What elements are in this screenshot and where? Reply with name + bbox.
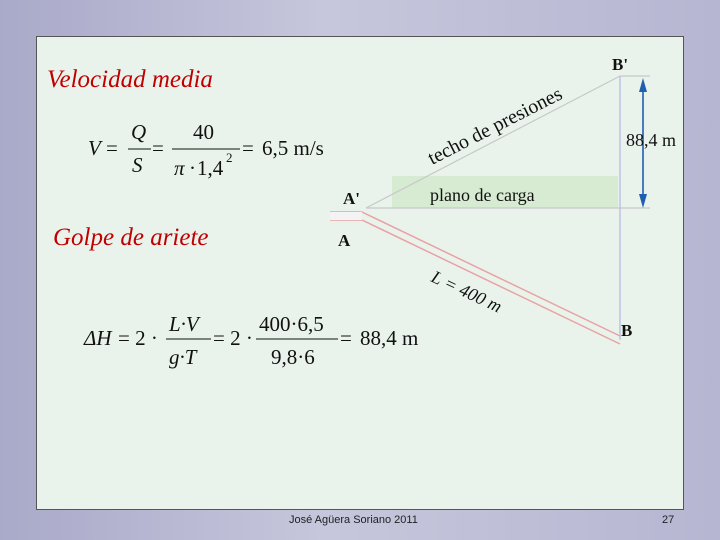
label-a-prime: A' — [343, 189, 360, 208]
fv-S: S — [132, 153, 143, 177]
fv-V: V — [88, 136, 101, 160]
title-golpe-de-ariete: Golpe de ariete — [53, 224, 209, 251]
fg-eq3: = — [340, 326, 352, 350]
fg-eq1: = 2 · — [118, 326, 158, 350]
fg-num1: L·V — [169, 312, 199, 336]
fv-den: 1,4 — [197, 156, 224, 180]
footer-author: José Agüera Soriano 2011 — [289, 514, 418, 526]
label-b-prime: B' — [612, 55, 629, 74]
fv-pi: π — [174, 156, 185, 180]
label-height: 88,4 m — [626, 130, 677, 150]
fv-num: 40 — [193, 120, 214, 144]
fg-dH: ΔH — [84, 326, 112, 350]
fg-eq2: = 2 · — [213, 326, 253, 350]
fv-exp: 2 — [226, 150, 233, 165]
fg-result: 88,4 m — [360, 326, 419, 350]
label-length: L = 400 m — [428, 266, 506, 317]
formula-golpe — [83, 312, 418, 369]
title-velocidad-media: Velocidad media — [47, 66, 213, 93]
pipe — [330, 212, 620, 344]
label-b: B — [621, 321, 633, 340]
fv-eq1: = — [106, 136, 118, 160]
fv-Q: Q — [131, 120, 147, 144]
label-plano-de-carga: plano de carga — [430, 185, 535, 205]
formula-velocidad — [88, 120, 324, 180]
fg-num2: 400·6,5 — [259, 312, 324, 336]
footer-page-number: 27 — [662, 514, 675, 526]
fv-result: 6,5 m/s — [262, 136, 324, 160]
fv-eq2: = — [152, 136, 164, 160]
label-techo-de-presiones: techo de presiones — [424, 82, 566, 170]
fv-dot: · — [189, 156, 196, 180]
fv-eq3: = — [242, 136, 254, 160]
fg-den1: g·T — [169, 345, 197, 369]
fg-den2: 9,8·6 — [271, 345, 315, 369]
label-a: A — [338, 231, 351, 250]
